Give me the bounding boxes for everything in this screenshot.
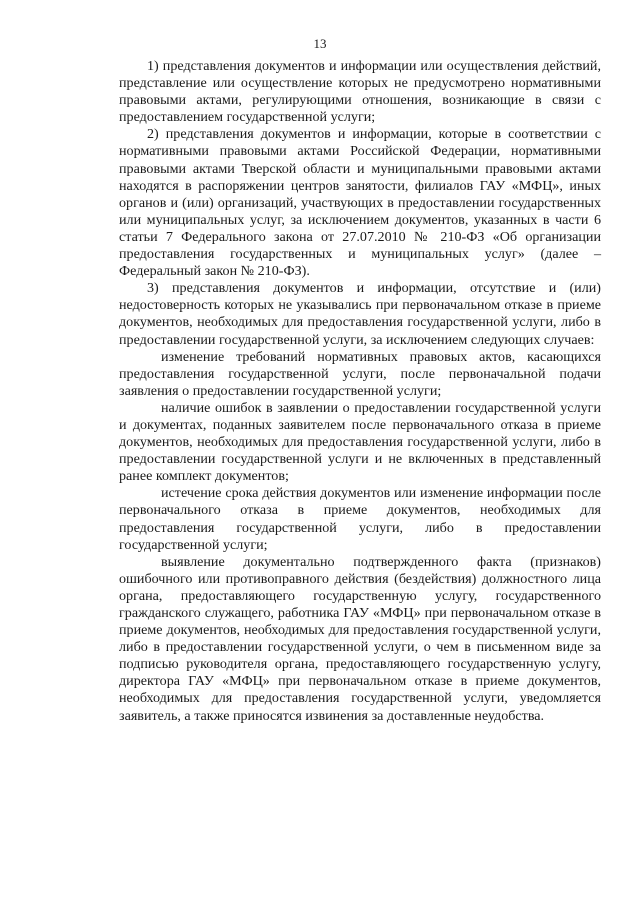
paragraph-subitem-2: наличие ошибок в заявлении о предоставлении государственной услуги и документах, поданных заявителем после первоначального отказа в приеме документов, необходимых для предоставления государственной услуги, либо в предоставлении государственной услуги и не включенных в представленный ранее комплект документов; [119,399,601,485]
paragraph-item-2: 2) представления документов и информации, которые в соответствии с нормативными правовыми актами Российской Федерации, нормативными правовыми актами Тверской области и муниципальными правовыми актами находятся в распоряжении центров занятости, филиалов ГАУ «МФЦ», иных органов и (или) организаций, участвующих в предоставлении государственных или муниципальных услуг, за исключением документов, указанных в части 6 статьи 7 Федерального закона от 27.07.2010 № 210-ФЗ «Об организации предоставления государственных и муниципальных услуг» (далее – Федеральный закон № 210-ФЗ). [119,126,601,280]
paragraph-subitem-4: выявление документально подтвержденного факта (признаков) ошибочного или противоправного действия (бездействия) должностного лица органа, предоставляющего государственную услугу, государственного гражданского служащего, работника ГАУ «МФЦ» при первоначальном отказе в приеме документов, необходимых для предоставления государственной услуги, либо в предоставлении государственной услуги, о чем в письменном виде за подписью руководителя органа, предоставляющего государственную услугу, директора ГАУ «МФЦ» при первоначальном отказе в приеме документов, необходимых для предоставления государственной услуги, уведомляется заявитель, а также приносятся извинения за доставленные неудобства. [119,553,601,724]
paragraph-item-3: 3) представления документов и информации, отсутствие и (или) недостоверность которых не указывались при первоначальном отказе в приеме документов, необходимых для предоставления государственной услуги, либо в предоставлении государственной услуги, за исключением следующих случаев: [119,280,601,348]
paragraph-subitem-3: истечение срока действия документов или изменение информации после первоначального отказа в приеме документов, необходимых для предоставления государственной услуги, либо в предоставлении государственной услуги; [119,485,601,553]
paragraph-item-1: 1) представления документов и информации или осуществления действий, представление или осуществление которых не предусмотрено нормативными правовыми актами, регулирующими отношения, возникающие в связи с предоставлением государственной услуги; [119,58,601,126]
paragraph-subitem-1: изменение требований нормативных правовых актов, касающихся предоставления государственной услуги, после первоначальной подачи заявления о предоставлении государственной услуги; [119,348,601,399]
document-body [119,58,601,725]
page-number: 13 [313,36,327,51]
